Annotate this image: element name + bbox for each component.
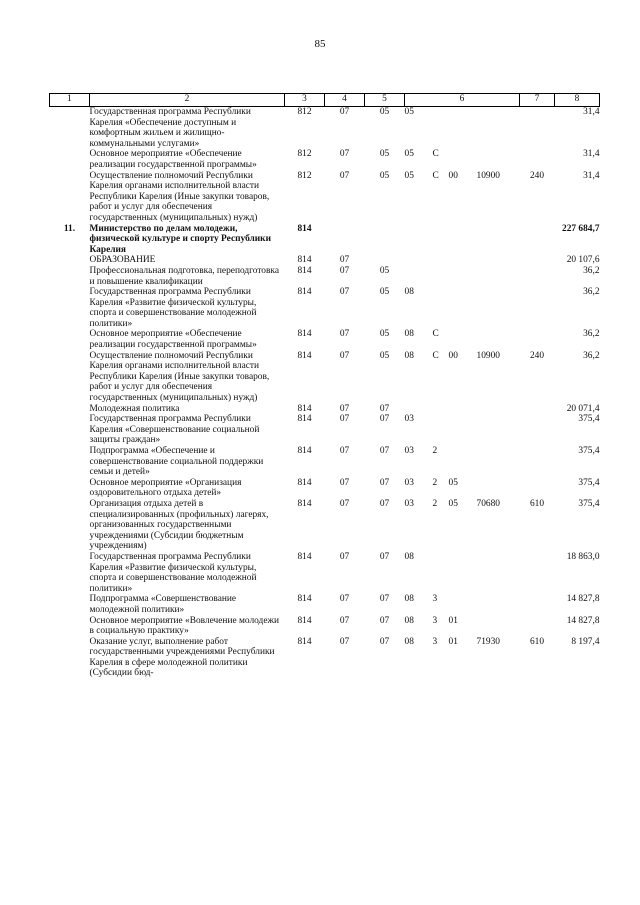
row-number-cell xyxy=(50,552,90,594)
row-name-cell: Организация отдыха детей в специализированных (профильных) лагерях, организованных государственными учреждениями (Субсидии бюджетным учреждениям) xyxy=(89,498,269,552)
row-number-cell xyxy=(50,637,90,679)
subsection-code-cell: 05 xyxy=(379,170,390,181)
expense-type-cell xyxy=(520,329,555,350)
target-article-segment: 03 xyxy=(404,477,414,488)
table-row xyxy=(50,414,600,446)
subsection-code-cell: 05 xyxy=(379,329,390,340)
row-name-cell: Государственная программа Республики Карелия «Обеспечение доступным и комфортным жильем и жилищно-коммунальными услугами» xyxy=(89,107,251,149)
row-number-cell xyxy=(50,404,90,415)
row-name-cell: Подпрограмма «Совершенствование молодежной политики» xyxy=(89,594,237,615)
admin-code-cell: 814 xyxy=(297,329,312,340)
section-code-cell: 07 xyxy=(339,594,350,605)
target-article-segment: 00 xyxy=(448,170,458,181)
row-name-cell: Оказание услуг, выполнение работ государственными учреждениями Республики Карелия в сфере молодежной политики (Субсидии бюд- xyxy=(89,636,275,679)
target-article-segment: 00 xyxy=(448,350,458,361)
row-name-cell: Осуществление полномочий Республики Карелия органами исполнительной власти Республики Карелия (Иные закупки товаров, работ и услуг для обеспечения государственных (муниципальных) нужд) xyxy=(89,350,270,404)
table-header-row xyxy=(50,94,600,107)
row-name-cell: Государственная программа Республики Карелия «Развитие физической культуры, спорта и совершенствование молодежной политики» xyxy=(89,551,257,594)
section-code-cell: 07 xyxy=(339,636,350,647)
expense-type-cell xyxy=(520,255,555,266)
table-row xyxy=(50,287,600,329)
section-code-cell: 07 xyxy=(339,265,350,276)
subsection-code-cell: 07 xyxy=(379,636,390,647)
expense-type-cell xyxy=(520,594,555,615)
amount-cell: 375,4 xyxy=(578,414,600,425)
budget-table xyxy=(49,93,600,679)
target-article-segment: 08 xyxy=(404,287,414,298)
section-code-cell: 07 xyxy=(339,414,350,425)
subsection-code-cell: 07 xyxy=(379,403,390,414)
section-code-cell: 07 xyxy=(339,329,350,340)
amount-cell: 31,4 xyxy=(583,170,600,181)
row-number-cell xyxy=(50,266,90,287)
target-article-segment: 08 xyxy=(404,615,414,626)
section-code-cell: 07 xyxy=(339,170,350,181)
target-article-cell xyxy=(405,149,520,170)
target-article-segment: 01 xyxy=(448,636,458,647)
target-article-segment: 08 xyxy=(404,329,414,340)
table-row xyxy=(50,255,600,266)
section-code-cell xyxy=(325,224,365,256)
admin-code-cell: 814 xyxy=(297,265,312,276)
subsection-code-cell: 05 xyxy=(379,107,390,117)
row-name-cell: Основное мероприятие «Вовлечение молодежи в социальную практику» xyxy=(89,615,279,637)
target-article-cell xyxy=(405,414,520,446)
table-row xyxy=(50,637,600,679)
admin-code-cell: 814 xyxy=(297,287,312,298)
header-cell: 6 xyxy=(405,94,520,107)
row-number-cell xyxy=(50,616,90,637)
target-article-segment: 2 xyxy=(432,477,438,488)
section-code-cell: 07 xyxy=(339,477,350,488)
amount-cell: 36,2 xyxy=(583,287,600,298)
target-article-cell xyxy=(405,171,520,224)
section-code-cell: 07 xyxy=(339,403,350,414)
table-row xyxy=(50,266,600,287)
target-article-cell xyxy=(405,351,520,404)
row-number-cell xyxy=(50,329,90,350)
expense-type-cell xyxy=(520,266,555,287)
table-row xyxy=(50,224,600,256)
target-article-segment: 08 xyxy=(404,350,414,361)
target-article-cell xyxy=(405,329,520,350)
target-article-cell xyxy=(405,255,520,266)
amount-cell: 8 197,4 xyxy=(571,636,600,647)
target-article-segment: 08 xyxy=(404,636,414,647)
expense-type-cell xyxy=(520,287,555,329)
header-cell: 2 xyxy=(90,94,285,107)
target-article-cell xyxy=(405,266,520,287)
target-article-segment: 05 xyxy=(448,498,458,509)
row-name-cell: Профессиональная подготовка, переподготовка и повышение квалификации xyxy=(89,265,279,287)
header-cell: 7 xyxy=(520,94,555,107)
expense-type-cell: 240 xyxy=(529,170,545,181)
admin-code-cell: 814 xyxy=(297,551,312,562)
admin-code-cell: 814 xyxy=(297,446,312,456)
target-article-segment: 05 xyxy=(404,149,414,160)
amount-cell: 20 107,6 xyxy=(566,255,600,266)
target-article-segment: 10900 xyxy=(476,170,500,181)
expense-type-cell: 240 xyxy=(529,350,545,361)
target-article-segment: 3 xyxy=(432,636,438,647)
expense-type-cell xyxy=(520,224,555,256)
target-article-cell xyxy=(405,404,520,415)
target-article-cell xyxy=(405,594,520,615)
admin-code-cell: 814 xyxy=(297,403,312,414)
row-number-cell xyxy=(50,478,90,499)
subsection-code-cell: 05 xyxy=(379,350,390,361)
row-name-cell: Основное мероприятие «Обеспечение реализации государственной программы» xyxy=(89,149,257,170)
amount-cell: 227 684,7 xyxy=(562,223,600,234)
page-number: 85 xyxy=(314,38,326,50)
row-name-cell: Молодежная политика xyxy=(89,403,180,414)
subsection-code-cell: 05 xyxy=(379,287,390,298)
row-number-cell xyxy=(50,287,90,329)
row-number-cell xyxy=(50,594,90,615)
amount-cell: 20 071,4 xyxy=(566,403,600,414)
admin-code-cell: 812 xyxy=(297,149,312,160)
target-article-cell xyxy=(405,224,520,256)
section-code-cell: 07 xyxy=(339,255,350,266)
section-code-cell: 07 xyxy=(339,350,350,361)
expense-type-cell xyxy=(520,149,555,170)
target-article-segment: 05 xyxy=(404,107,414,117)
expense-type-cell xyxy=(520,414,555,446)
header-cell: 4 xyxy=(325,94,365,107)
row-name-cell: Государственная программа Республики Карелия «Развитие физической культуры, спорта и совершенствование молодежной политики» xyxy=(89,287,257,329)
target-article-cell xyxy=(405,552,520,594)
row-name-cell: Основное мероприятие «Организация оздоровительного отдыха детей» xyxy=(89,477,242,499)
table-row xyxy=(50,149,600,170)
table-row xyxy=(50,351,600,404)
expense-type-cell xyxy=(520,478,555,499)
amount-cell: 375,4 xyxy=(578,477,600,488)
amount-cell: 36,2 xyxy=(583,350,600,361)
amount-cell: 14 827,8 xyxy=(566,594,600,605)
row-name-cell: ОБРАЗОВАНИЕ xyxy=(89,255,156,266)
amount-cell: 375,4 xyxy=(578,446,600,456)
expense-type-cell xyxy=(520,404,555,415)
subsection-code-cell: 07 xyxy=(379,594,390,605)
admin-code-cell: 814 xyxy=(297,594,312,605)
subsection-code-cell: 05 xyxy=(379,149,390,160)
amount-cell: 31,4 xyxy=(583,149,600,160)
expense-type-cell: 610 xyxy=(529,498,545,509)
admin-code-cell: 814 xyxy=(297,414,312,425)
row-number-cell xyxy=(50,446,90,478)
section-code-cell: 07 xyxy=(339,551,350,562)
row-number-cell xyxy=(50,171,90,224)
target-article-cell xyxy=(405,107,520,150)
target-article-segment: 3 xyxy=(432,615,438,626)
target-article-cell xyxy=(405,446,520,478)
subsection-code-cell xyxy=(365,224,405,256)
table-row xyxy=(50,478,600,499)
admin-code-cell: 814 xyxy=(297,255,312,266)
section-code-cell: 07 xyxy=(339,446,350,456)
header-cell: 1 xyxy=(50,94,90,107)
target-article-cell xyxy=(405,637,520,679)
target-article-segment: С xyxy=(432,329,439,340)
target-article-segment: 03 xyxy=(404,414,414,425)
target-article-segment: 03 xyxy=(404,446,414,456)
admin-code-cell: 814 xyxy=(297,350,312,361)
admin-code-cell: 812 xyxy=(297,107,312,117)
target-article-segment: 10900 xyxy=(476,350,500,361)
target-article-segment: 03 xyxy=(404,498,414,509)
amount-cell: 36,2 xyxy=(583,329,600,340)
amount-cell: 36,2 xyxy=(583,265,600,276)
table-row xyxy=(50,594,600,615)
row-name-cell: Подпрограмма «Обеспечение и совершенствование социальной поддержки семьи и детей» xyxy=(89,446,264,478)
row-name-cell: Министерство по делам молодежи, физической культуре и спорту Республики Карелия xyxy=(89,223,271,255)
target-article-segment: 05 xyxy=(448,477,458,488)
subsection-code-cell: 05 xyxy=(379,265,390,276)
admin-code-cell: 812 xyxy=(297,170,312,181)
subsection-code-cell: 07 xyxy=(379,477,390,488)
section-code-cell: 07 xyxy=(339,615,350,626)
table-row xyxy=(50,107,600,150)
amount-cell: 18 863,0 xyxy=(566,551,600,562)
amount-cell: 31,4 xyxy=(583,107,600,117)
row-number-cell xyxy=(50,107,90,150)
table-row xyxy=(50,404,600,415)
target-article-cell xyxy=(405,478,520,499)
table-row xyxy=(50,499,600,552)
row-name-cell: Основное мероприятие «Обеспечение реализации государственной программы» xyxy=(89,329,257,351)
admin-code-cell: 814 xyxy=(297,223,312,234)
table-row xyxy=(50,552,600,594)
table-row xyxy=(50,446,600,478)
section-code-cell: 07 xyxy=(339,149,350,160)
amount-cell: 375,4 xyxy=(578,498,600,509)
subsection-code-cell: 07 xyxy=(379,551,390,562)
target-article-cell xyxy=(405,499,520,552)
admin-code-cell: 814 xyxy=(297,477,312,488)
subsection-code-cell: 07 xyxy=(379,414,390,425)
row-number-cell xyxy=(50,499,90,552)
target-article-segment: С xyxy=(432,350,439,361)
target-article-segment: С xyxy=(432,170,439,181)
admin-code-cell: 814 xyxy=(297,498,312,509)
row-number-cell xyxy=(50,351,90,404)
amount-cell: 14 827,8 xyxy=(566,615,600,626)
target-article-segment: 70680 xyxy=(476,498,500,509)
expense-type-cell xyxy=(520,107,555,150)
row-number-cell xyxy=(50,414,90,446)
row-number-cell xyxy=(50,255,90,266)
target-article-segment: 2 xyxy=(432,446,438,456)
subsection-code-cell: 07 xyxy=(379,446,390,456)
section-code-cell: 07 xyxy=(339,107,350,117)
target-article-segment: С xyxy=(432,149,439,160)
table-body xyxy=(50,107,600,680)
subsection-code-cell: 07 xyxy=(379,498,390,509)
admin-code-cell: 814 xyxy=(297,636,312,647)
subsection-code-cell: 07 xyxy=(379,615,390,626)
target-article-segment: 05 xyxy=(404,170,414,181)
header-cell: 5 xyxy=(365,94,405,107)
header-cell: 8 xyxy=(555,94,600,107)
target-article-cell xyxy=(405,287,520,329)
target-article-segment: 71930 xyxy=(476,636,500,647)
row-name-cell: Осуществление полномочий Республики Карелия органами исполнительной власти Республики Карелия (Иные закупки товаров, работ и услуг для обеспечения государственных (муниципальных) нужд) xyxy=(89,170,270,223)
expense-type-cell xyxy=(520,552,555,594)
table-row xyxy=(50,616,600,637)
section-code-cell: 07 xyxy=(339,498,350,509)
target-article-segment: 08 xyxy=(404,551,414,562)
target-article-segment: 3 xyxy=(432,594,438,605)
row-name-cell: Государственная программа Республики Карелия «Совершенствование социальной защиты граждан» xyxy=(89,414,260,446)
row-number-cell: 11. xyxy=(63,223,76,234)
subsection-code-cell xyxy=(365,255,405,266)
admin-code-cell: 814 xyxy=(297,615,312,626)
target-article-segment: 01 xyxy=(448,615,458,626)
target-article-cell xyxy=(405,616,520,637)
target-article-segment: 08 xyxy=(404,594,414,605)
expense-type-cell xyxy=(520,616,555,637)
target-article-segment: 2 xyxy=(432,498,438,509)
expense-type-cell: 610 xyxy=(529,636,545,647)
header-cell: 3 xyxy=(285,94,325,107)
row-number-cell xyxy=(50,149,90,170)
section-code-cell: 07 xyxy=(339,287,350,298)
table-row xyxy=(50,329,600,350)
expense-type-cell xyxy=(520,446,555,478)
table-row xyxy=(50,171,600,224)
